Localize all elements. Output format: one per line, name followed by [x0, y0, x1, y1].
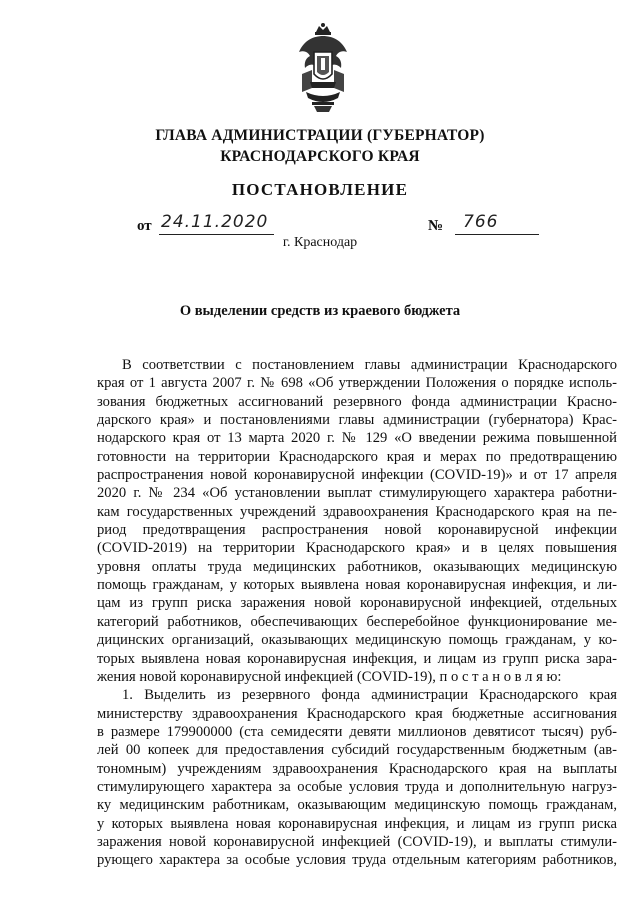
body-line: стимулирующего характера за особые условия труда и дополнительную нагруз-	[97, 778, 617, 795]
authority-title-line-1: ГЛАВА АДМИНИСТРАЦИИ (ГУБЕРНАТОР)	[155, 127, 485, 144]
document-body	[97, 356, 617, 870]
body-line: рующего характера за особые условия труда отдельным категориям работников,	[97, 852, 617, 869]
body-line: уровня оплаты труда медицинских работников, оказывающих медицинскую	[97, 558, 617, 575]
body-line: цам из групп риска заражения новой коронавирусной инфекцией, отдельных	[97, 595, 617, 612]
body-line: дицинских организаций, оказывающих медицинскую помощь гражданам, у ко-	[97, 632, 617, 649]
body-line: дарского края» и постановлениями главы администрации (губернатора) Крас-	[97, 412, 617, 429]
body-line: кам государственных учреждений здравоохранения Краснодарского края на пе-	[97, 503, 617, 520]
body-line: нодарского края от 13 марта 2020 г. № 129 «О введении режима повышенной	[97, 430, 617, 447]
body-line: зования бюджетных ассигнований резервного фонда администрации Красно-	[97, 393, 617, 410]
date-value: 24.11.2020	[159, 212, 274, 235]
document-type-title: ПОСТАНОВЛЕНИЕ	[231, 180, 409, 199]
body-line: 2020 г. № 234 «Об установлении выплат стимулирующего характера работни-	[97, 485, 617, 502]
body-line: ку медицинским работникам, оказывающим медицинскую помощь гражданам,	[97, 797, 617, 814]
body-line: В соответствии с постановлением главы администрации Краснодарского	[122, 357, 617, 373]
date-prefix: от	[137, 218, 152, 234]
body-line: в размере 179900000 (ста семидесяти девяти миллионов девятисот тысяч) руб-	[97, 723, 617, 740]
coat-of-arms-emblem	[296, 22, 350, 114]
city-label: г. Краснодар	[282, 235, 358, 250]
body-line: тономным) учреждениям здравоохранения Краснодарского края на выплаты	[97, 760, 617, 777]
body-line: готовности на территории Краснодарского края и мерах по предотвращению	[97, 448, 617, 465]
authority-title-line-2: КРАСНОДАРСКОГО КРАЯ	[220, 148, 420, 165]
date-number-line	[0, 212, 640, 236]
body-line: 1. Выделить из резервного фонда администрации Краснодарского края	[122, 687, 617, 704]
body-line: помощь гражданам, у которых выявлена новая коронавирусная инфекция, и ли-	[97, 577, 617, 594]
body-line: категорий работников, обеспечивающих бесперебойное функционирование ме-	[97, 613, 617, 630]
body-line: заражения новой коронавирусной инфекцией (COVID-19), и выплаты стимули-	[97, 833, 617, 850]
body-line: лей 00 копеек для предоставления субсидий государственным бюджетным (ав-	[97, 742, 617, 759]
body-line: у которых выявлена новая коронавирусная инфекция, и лицам из групп риска	[97, 815, 617, 832]
number-prefix: №	[428, 218, 444, 234]
body-line: распространения новой коронавирусной инфекции (COVID-19)» и от 17 апреля	[97, 467, 617, 484]
body-line: края от 1 августа 2007 г. № 698 «Об утверждении Положения о порядке исполь-	[97, 375, 617, 392]
body-line: риод предотвращения распространения новой коронавирусной инфекции	[97, 522, 617, 539]
document-subject: О выделении средств из краевого бюджета	[179, 303, 461, 319]
body-line: (COVID-2019) на территории Краснодарского края» и в целях повышения	[97, 540, 617, 557]
body-line: министерству здравоохранения Краснодарского края бюджетные ассигнования	[97, 705, 617, 722]
body-line: жения новой коронавирусной инфекцией (COVID-19), п о с т а н о в л я ю:	[97, 668, 562, 685]
number-value: 766	[455, 212, 539, 235]
body-line: торых выявлена новая коронавирусная инфекция, и лицам из групп риска зара-	[97, 650, 617, 667]
